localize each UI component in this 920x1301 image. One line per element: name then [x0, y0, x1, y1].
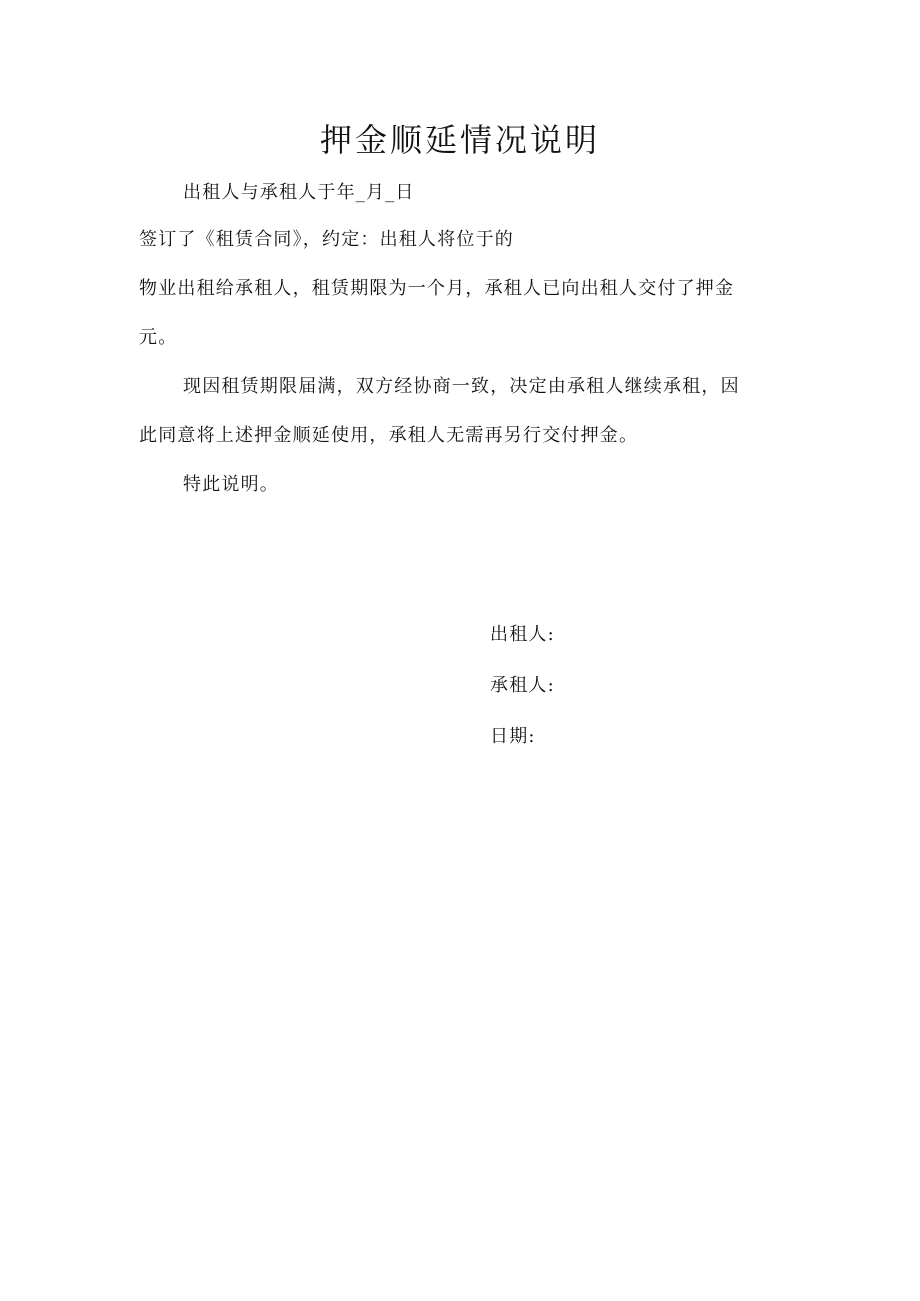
- paragraph-line-4: 元。: [139, 327, 178, 348]
- date-label: 日期:: [490, 726, 536, 747]
- paragraph-line-3: 物业出租给承租人，租赁期限为一个月，承租人已向出租人交付了押金: [139, 278, 735, 299]
- lessor-signature-label: 出租人:: [490, 624, 555, 645]
- closing-statement: 特此说明。: [183, 474, 279, 495]
- document-title: 押金顺延情况说明: [319, 121, 600, 159]
- lessee-signature-label: 承租人:: [490, 675, 555, 696]
- paragraph-line-1: 出租人与承租人于年_月_日: [183, 182, 415, 203]
- paragraph-line-6: 此同意将上述押金顺延使用，承租人无需再另行交付押金。: [139, 425, 639, 446]
- paragraph-line-5: 现因租赁期限届满，双方经协商一致，决定由承租人继续承租，因: [183, 376, 740, 397]
- paragraph-line-2: 签订了《租赁合同》，约定：出租人将位于的: [139, 229, 514, 250]
